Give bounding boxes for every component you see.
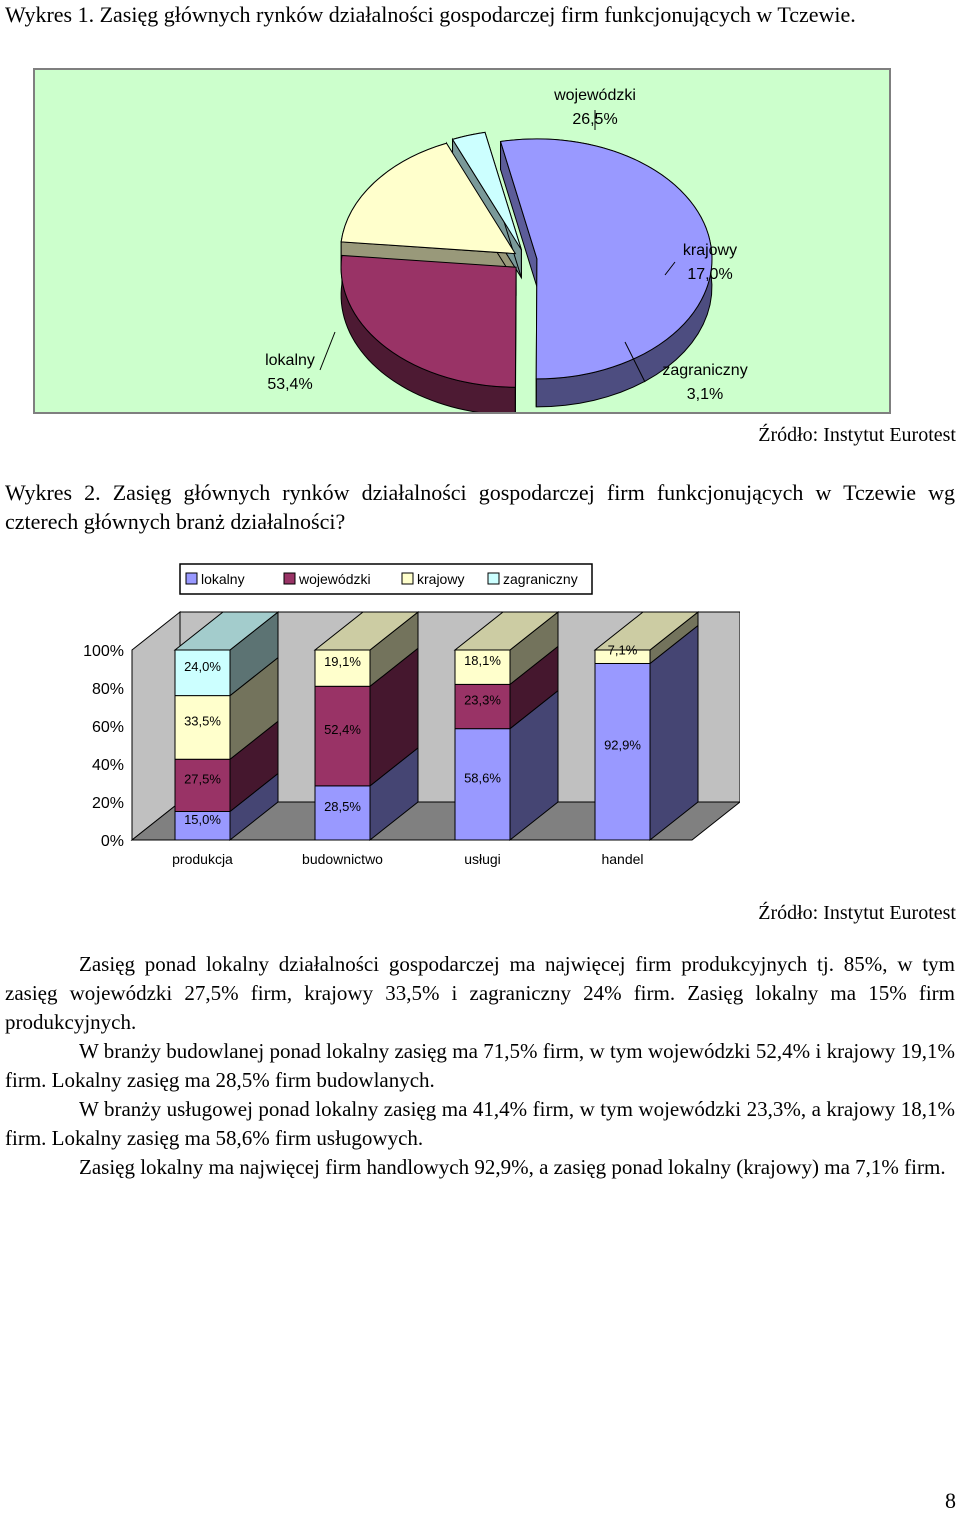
legend-label-lokalny: lokalny xyxy=(201,571,245,587)
bar-data-label: 24,0% xyxy=(184,658,221,674)
legend-label-wojewódzki: wojewódzki xyxy=(299,571,371,587)
bar-data-label: 23,3% xyxy=(464,692,501,708)
y-tick-label: 20% xyxy=(91,795,124,812)
bar-data-label: 15,0% xyxy=(184,811,221,827)
bar-data-label: 28,5% xyxy=(324,798,361,814)
paragraph: W branży budowlanej ponad lokalny zasięg ma 71,5% firm, w tym wojewódzki 52,4% i krajowy 19,1% firm. Lokalny zasięg ma 28,5% firm budowlanych. xyxy=(5,1039,955,1092)
pie-label-value: 53,4% xyxy=(267,376,313,393)
bar-data-label: 52,4% xyxy=(324,722,361,738)
bar-data-label: 92,9% xyxy=(604,737,641,753)
category-label: produkcja xyxy=(172,851,233,867)
legend-label-krajowy: krajowy xyxy=(417,571,465,587)
y-tick-label: 100% xyxy=(83,643,124,660)
category-label: budownictwo xyxy=(302,851,383,867)
category-label: usługi xyxy=(464,851,501,867)
paragraph: Zasięg lokalny ma najwięcej firm handlowych 92,9%, a zasięg ponad lokalny (krajowy) ma 7,1% firm. xyxy=(79,1155,946,1179)
pie-label-value: 17,0% xyxy=(687,266,733,283)
body-text xyxy=(5,950,955,1182)
legend-swatch-zagraniczny xyxy=(488,573,499,584)
bar-data-label: 33,5% xyxy=(184,713,221,729)
pie-label-value: 3,1% xyxy=(686,386,724,403)
y-tick-label: 80% xyxy=(91,681,124,698)
y-tick-label: 60% xyxy=(91,719,124,736)
legend-swatch-wojewódzki xyxy=(284,573,295,584)
pie-label-name: zagraniczny xyxy=(662,362,748,379)
stacked-bar-chart xyxy=(60,550,740,880)
page-number: 8 xyxy=(945,1488,956,1513)
bar-data-label: 27,5% xyxy=(184,771,221,787)
bar-data-label: 18,1% xyxy=(464,653,501,669)
pie-slice-wojewódzki xyxy=(341,255,516,387)
chart2-caption: Wykres 2. Zasięg głównych rynków działalności gospodarczej firm funkcjonujących w Tczewie wg czterech głównych branż działalności? xyxy=(5,480,955,534)
chart1-caption: Wykres 1. Zasięg głównych rynków działalności gospodarczej firm funkcjonujących w Tczewie. xyxy=(5,2,856,27)
y-tick-label: 40% xyxy=(91,757,124,774)
pie-label-value: 26,5% xyxy=(572,111,618,128)
category-label: handel xyxy=(601,851,644,867)
pie-label-name: wojewódzki xyxy=(554,87,636,104)
pie-label-name: lokalny xyxy=(265,352,315,369)
paragraph: W branży usługowej ponad lokalny zasięg ma 41,4% firm, w tym wojewódzki 23,3%, a krajowy 18,1% firm. Lokalny zasięg ma 58,6% firm usługowych. xyxy=(5,1097,955,1150)
chart1-source: Źródło: Instytut Eurotest xyxy=(758,424,956,446)
y-tick-label: 0% xyxy=(100,833,124,850)
pie-chart-area xyxy=(33,68,891,414)
pie-label-name: krajowy xyxy=(682,242,738,259)
paragraph: Zasięg ponad lokalny działalności gospodarczej ma najwięcej firm produkcyjnych tj. 85%, w tym zasięg wojewódzki 27,5% firm, krajowy 33,5% i zagraniczny 24% firm. Zasięg lokalny ma 15% firm produkcyjnych. xyxy=(5,952,955,1034)
chart2-source: Źródło: Instytut Eurotest xyxy=(758,902,956,924)
bar-data-label: 19,1% xyxy=(324,654,361,670)
chart-side-wall xyxy=(132,612,180,840)
bar-data-label: 58,6% xyxy=(464,770,501,786)
legend-swatch-krajowy xyxy=(402,573,413,584)
legend-label-zagraniczny: zagraniczny xyxy=(503,571,578,587)
pie-leader-line xyxy=(320,332,335,370)
bar-data-label: 7,1% xyxy=(607,642,638,658)
pie-chart xyxy=(35,70,889,412)
legend-swatch-lokalny xyxy=(186,573,197,584)
